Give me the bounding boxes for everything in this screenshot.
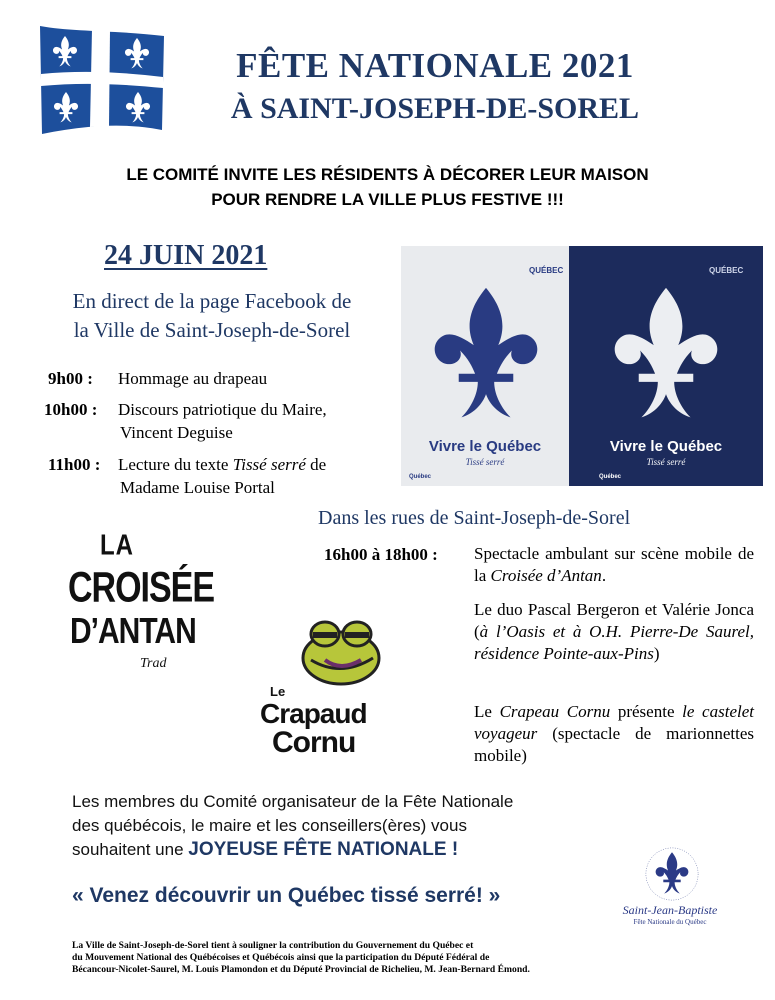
- poster-badge: QUÉBEC: [529, 266, 564, 275]
- poster-subtitle: Tissé serré: [646, 457, 686, 467]
- croisee-antan-logo: [68, 529, 218, 682]
- logo-signature: Trad: [140, 656, 167, 671]
- poster-tag: Vivre le Québec: [609, 438, 723, 455]
- streets-time-label: 16h00 à 18h00 :: [324, 545, 438, 564]
- logo-text: Cornu: [272, 726, 356, 759]
- event-date: 24 JUIN 2021: [104, 240, 268, 271]
- closing-message: [72, 790, 552, 862]
- title-line1: FÊTE NATIONALE 2021: [236, 46, 634, 85]
- schedule-item: [48, 453, 100, 476]
- schedule-time: 9h00 :: [48, 369, 93, 388]
- streets-time: [324, 543, 438, 566]
- schedule-text: Hommage au drapeau: [118, 369, 268, 388]
- logo-text: Crapaud: [260, 698, 367, 729]
- footnote-line: Bécancour-Nicolet-Saurel, M. Louis Plamondon et du Député Provincial de Richelieu, M. Jean-Bernard Émond.: [72, 964, 530, 975]
- footnote: [72, 940, 652, 976]
- invitation: [0, 162, 775, 212]
- streets-item-3: Le Crapeau Cornu présente le castelet voyageur (spectacle de marionnettes mobile): [474, 702, 754, 765]
- poster-light: [401, 246, 569, 486]
- closing-line: Les membres du Comité organisateur de la Fête Nationale: [72, 792, 514, 811]
- poster-dark: [569, 246, 763, 486]
- fleur-de-lis-icon: [640, 845, 704, 903]
- poster-brand: Québec: [599, 474, 622, 480]
- streets-item-2: Le duo Pascal Bergeron et Valérie Jonca (à l’Oasis et à O.H. Pierre-De Saurel, résidence Pointe-aux-Pins): [474, 600, 754, 663]
- poster-subtitle: Tissé serré: [465, 457, 505, 467]
- invitation-line2: POUR RENDRE LA VILLE PLUS FESTIVE !!!: [211, 190, 564, 209]
- fleur-de-lis-icon: [591, 266, 744, 446]
- vivre-quebec-posters: [401, 246, 763, 486]
- footnote-line: du Mouvement National des Québécoises et Québécois ainsi que la participation du Député Fédéral de: [72, 952, 490, 963]
- crapaud-cornu-logo: [240, 614, 400, 764]
- facebook-line2: la Ville de Saint-Joseph-de-Sorel: [73, 318, 351, 342]
- facebook-line1: En direct de la page Facebook de: [72, 289, 352, 313]
- streets-heading: Dans les rues de Saint-Joseph-de-Sorel: [318, 507, 631, 529]
- schedule-text: [118, 398, 327, 444]
- poster-tag: Vivre le Québec: [428, 438, 542, 455]
- logo-text: Fête Nationale du Québec: [633, 918, 707, 926]
- logo-text: LA: [100, 529, 134, 562]
- title-line2: À SAINT-JOSEPH-DE-SOREL: [230, 92, 640, 125]
- poster-brand: Québec: [409, 474, 432, 480]
- slogan: « Venez découvrir un Québec tissé serré! »: [72, 884, 501, 907]
- facebook-live: [42, 287, 382, 345]
- logo-text: Le: [270, 684, 286, 699]
- logo-text: Saint-Jean-Baptiste: [622, 903, 718, 917]
- schedule-time: 10h00 :: [44, 400, 98, 419]
- logo-text: CROISÉE: [68, 564, 215, 612]
- schedule-item: [44, 398, 97, 421]
- frog-icon: [295, 614, 385, 689]
- schedule-item: [48, 367, 93, 390]
- streets-item-1: Spectacle ambulant sur scène mobile de la Croisée d’Antan.: [474, 544, 754, 585]
- fleur-de-lis-icon: [411, 266, 564, 446]
- poster-badge: QUÉBEC: [709, 266, 744, 275]
- saint-jean-baptiste-logo: [600, 845, 740, 930]
- schedule-text-line: Lecture du texte Tissé serré de: [118, 455, 327, 474]
- schedule-text-line: Madame Louise Portal: [120, 478, 275, 497]
- schedule-time: 11h00 :: [48, 455, 101, 474]
- footnote-line: La Ville de Saint-Joseph-de-Sorel tient à souligner la contribution du Gouvernement du Québec et: [72, 940, 474, 951]
- schedule-text-line: Discours patriotique du Maire,: [118, 400, 327, 419]
- invitation-line1: LE COMITÉ INVITE LES RÉSIDENTS À DÉCORER LEUR MAISON: [126, 165, 649, 184]
- schedule-text: [118, 453, 326, 499]
- logo-text: D’ANTAN: [70, 612, 196, 652]
- closing-line: des québécois, le maire et les conseillers(ères) vous: [72, 816, 467, 835]
- closing-line: souhaitent une JOYEUSE FÊTE NATIONALE !: [72, 839, 459, 860]
- schedule-text-line: Vincent Deguise: [120, 423, 233, 442]
